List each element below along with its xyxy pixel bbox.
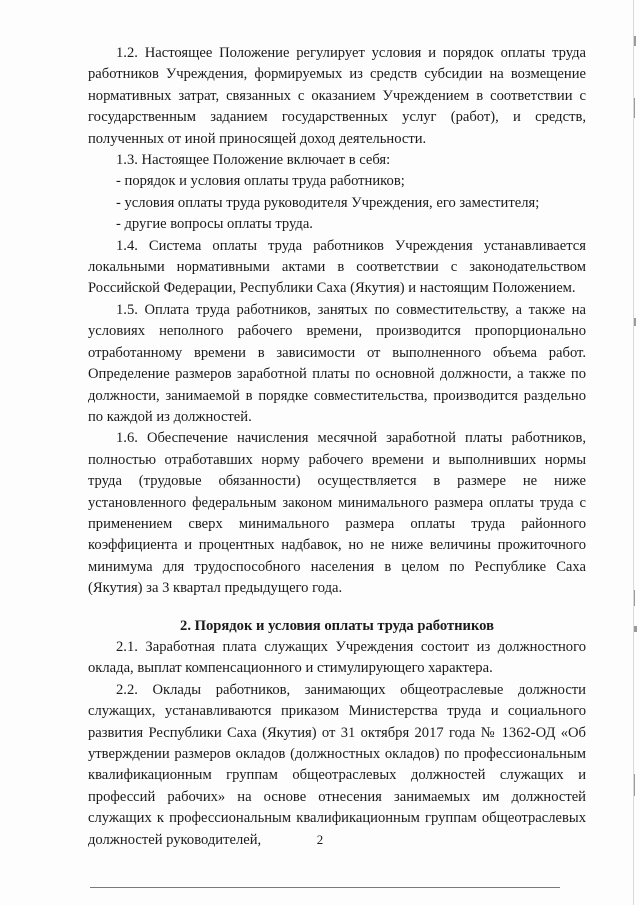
paragraph: 1.2. Настоящее Положение регулирует условия и порядок оплаты труда работников Учреждения, формируемых из средств субсидии на возмещение нормативных затрат, связанных с оказанием Учреждением в соответствии с государственным заданием государственных услуг (работ), и средств, полученных от иной приносящей доход деятельности. [88,45,586,147]
page-number: 2 [316,832,324,847]
section-heading: 2. Порядок и условия оплаты труда работников [180,617,494,634]
scan-mark [634,98,635,118]
paragraph: 1.4. Система оплаты труда работников Учреждения устанавливается локальными нормативными актами в соответствии с законодательством Российской Федерации, Республики Саха (Якутия) и настоящим Положением. [88,237,586,297]
scan-mark [634,318,636,326]
scan-mark [634,626,637,632]
document-body [88,43,586,851]
paragraph: - условия оплаты труда руководителя Учреждения, его заместителя; [116,194,540,211]
paragraph: 1.6. Обеспечение начисления месячной заработной платы работников, полностью отработавших норму рабочего времени и выполнивших нормы труда (трудовые обязанности) осуществляется в размере не ниже установленного федеральным законом минимального размера оплаты труда с применением сверх минимального размера оплаты труда районного коэффициента и процентных надбавок, но не ниже величины прожиточного минимума для трудоспособного населения в целом по Республике Саха (Якутия) за 3 квартал предыдущего года. [88,430,586,597]
paragraph: - другие вопросы оплаты труда. [116,216,313,233]
paragraph: 1.3. Настоящее Положение включает в себя: [116,152,391,169]
scan-bottom-line [90,887,560,888]
scan-edge [633,0,634,905]
paragraph: - порядок и условия оплаты труда работников; [116,173,405,190]
scan-mark [634,590,635,606]
paragraph: 2.1. Заработная плата служащих Учреждения состоит из должностного оклада, выплат компенсационного и стимулирующего характера. [88,638,586,677]
paragraph: 2.2. Оклады работников, занимающих общеотраслевые должности служащих, устанавливаются приказом Министерства труда и социального развития Республики Саха (Якутия) от 31 октября 2017 года № 1362-ОД «Об утверждении размеров окладов (должностных окладов) по профессиональным квалификационным группам общеотраслевых должностей служащих и профессий рабочих» на основе отнесения занимаемых им должностей служащих к профессиональным квалификационным группам общеотраслевых должностей руководителей, [88,681,586,848]
section-spacer [88,600,586,616]
paragraph: 1.5. Оплата труда работников, занятых по совместительству, а также на условиях неполного рабочего времени, производится пропорционально отработанному времени в зависимости от выполненного объема работ. Определение размеров заработной платы по основной должности, а также по должности, занимаемой в порядке совместительства, производится раздельно по каждой из должностей. [88,301,586,425]
scan-mark [634,36,636,46]
scan-mark [634,774,635,796]
